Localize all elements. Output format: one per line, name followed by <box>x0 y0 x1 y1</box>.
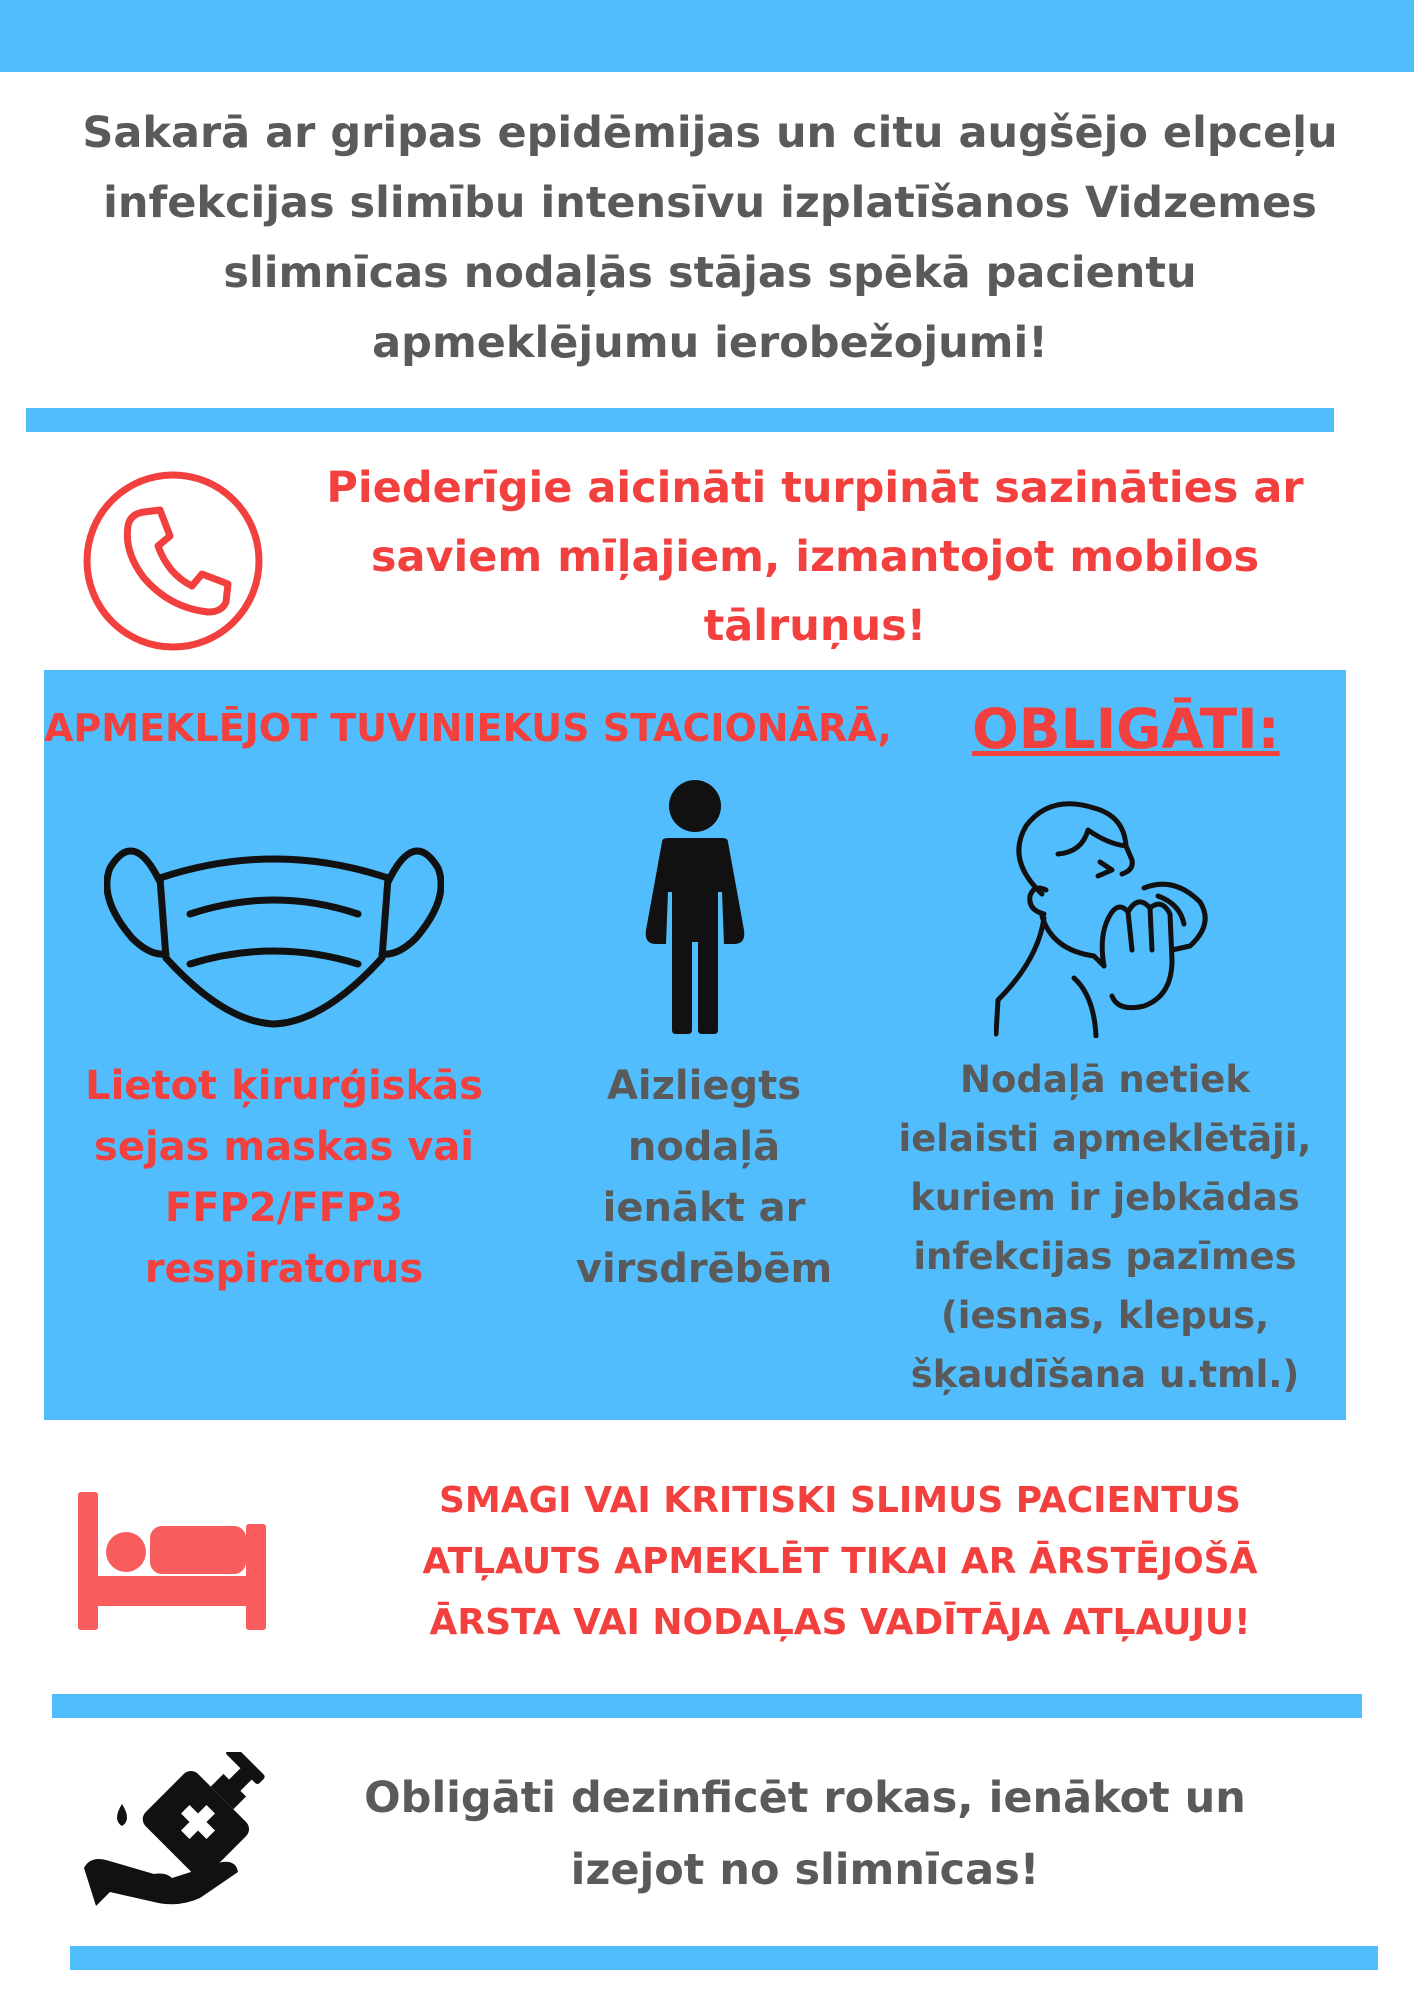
phone-notice-text <box>290 454 1340 661</box>
rule-infection-line: Nodaļā netiek <box>960 1058 1250 1101</box>
intro-line: slimnīcas nodaļās stājas spēkā pacientu <box>223 248 1197 298</box>
rule-infection-line: (iesnas, klepus, <box>940 1294 1270 1337</box>
intro-line: Sakarā ar gripas epidēmijas un citu augšējo elpceļu <box>82 108 1338 158</box>
hospital-bed-icon <box>78 1486 266 1630</box>
rule-mask-line: Lietot ķirurģiskās <box>85 1063 483 1109</box>
rules-heading: APMEKLĒJOT TUVINIEKUS STACIONĀRĀ, <box>44 706 892 750</box>
intro-text <box>40 98 1380 378</box>
bottom-bar <box>70 1946 1378 1970</box>
critical-notice-line: SMAGI VAI KRITISKI SLIMUS PACIENTUS <box>439 1480 1241 1521</box>
rule-infection-line: šķaudīšana u.tml.) <box>910 1353 1300 1396</box>
intro-line: infekcijas slimību intensīvu izplatīšanos Vidzemes <box>103 178 1317 228</box>
rule-mask-line: FFP2/FFP3 <box>164 1185 404 1231</box>
top-banner-bar <box>0 0 1414 72</box>
rule-mask-text <box>64 1056 504 1300</box>
critical-notice-text <box>300 1470 1380 1653</box>
rules-heading-emphasis: OBLIGĀTI: <box>972 697 1280 761</box>
rule-outerwear-line: ienākt ar <box>602 1185 806 1231</box>
sanitize-notice-line: izejot no slimnīcas! <box>570 1845 1040 1895</box>
rule-infection-line: infekcijas pazīmes <box>913 1235 1297 1278</box>
phone-notice-line: saviem mīļajiem, izmantojot mobilos <box>370 532 1260 582</box>
critical-notice-line: ATĻAUTS APMEKLĒT TIKAI AR ĀRSTĒJOŠĀ <box>422 1541 1258 1582</box>
sanitize-notice-line: Obligāti dezinficēt rokas, ienākot un <box>364 1773 1246 1823</box>
rule-mask-line: respiratorus <box>144 1246 424 1292</box>
hand-sanitizer-icon <box>82 1752 288 1910</box>
divider-bar-2 <box>52 1694 1362 1718</box>
intro-line: apmeklējumu ierobežojumi! <box>372 318 1048 368</box>
phone-notice-line: tālruņus! <box>703 601 927 651</box>
phone-icon <box>82 470 264 652</box>
critical-notice-line: ĀRSTA VAI NODAĻAS VADĪTĀJA ATĻAUJU! <box>429 1602 1251 1643</box>
rule-outerwear-text <box>544 1056 864 1300</box>
rule-outerwear-line: nodaļā <box>627 1124 781 1170</box>
person-icon <box>644 780 746 1034</box>
phone-notice-line: Piederīgie aicināti turpināt sazināties ar <box>326 463 1304 513</box>
rule-infection-line: kuriem ir jebkādas <box>910 1176 1300 1219</box>
rule-infection-line: ielaisti apmeklētāji, <box>898 1117 1312 1160</box>
sneezing-person-icon <box>994 800 1214 1038</box>
rule-outerwear-line: Aizliegts <box>606 1063 802 1109</box>
rule-mask-line: sejas maskas vai <box>94 1124 474 1170</box>
rule-outerwear-line: virsdrēbēm <box>575 1246 833 1292</box>
divider-bar-1 <box>26 408 1334 432</box>
sanitize-notice-text <box>300 1762 1310 1906</box>
face-mask-icon <box>104 838 444 1028</box>
rule-infection-text <box>880 1050 1330 1404</box>
